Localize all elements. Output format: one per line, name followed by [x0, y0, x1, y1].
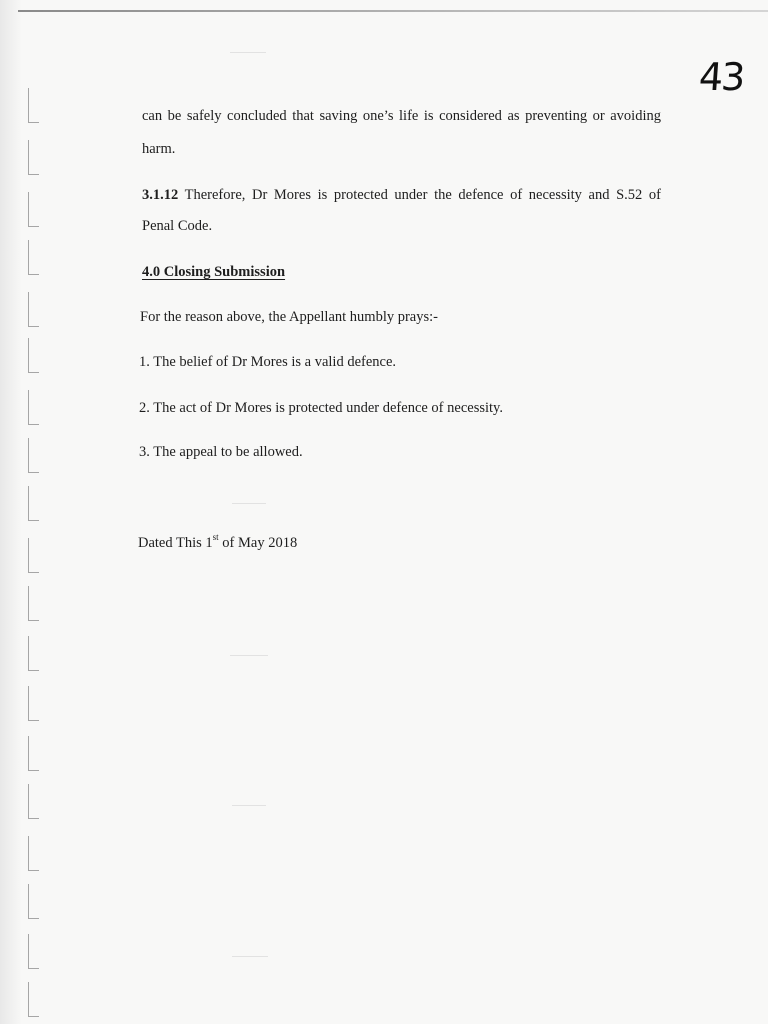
binder-hole-mark [28, 784, 39, 819]
scan-top-border [18, 10, 768, 12]
binder-hole-mark [28, 934, 39, 969]
binder-hole-mark [28, 538, 39, 573]
binder-hole-mark [28, 140, 39, 175]
binder-hole-mark [28, 438, 39, 473]
scan-speckle [232, 956, 268, 957]
paragraph-number: 3.1.12 [142, 187, 179, 203]
binder-hole-mark [28, 586, 39, 621]
paragraph-line: can be safely concluded that saving one’s life is considered as preventing or avoiding [142, 108, 661, 124]
prayer-list-item: 2. The act of Dr Mores is protected under defence of necessity. [139, 400, 503, 416]
binder-hole-mark [28, 192, 39, 227]
binder-hole-mark [28, 686, 39, 721]
binder-hole-mark [28, 88, 39, 123]
prayer-list-item: 3. The appeal to be allowed. [139, 444, 303, 460]
binder-hole-mark [28, 486, 39, 521]
binder-hole-mark [28, 390, 39, 425]
binder-hole-mark [28, 338, 39, 373]
binder-hole-mark [28, 884, 39, 919]
dated-rest: of May 2018 [218, 535, 298, 551]
binder-hole-mark [28, 636, 39, 671]
dated-prefix: Dated This 1 [138, 535, 213, 551]
scan-speckle [232, 805, 266, 806]
paragraph-3-1-12 [142, 188, 661, 203]
section-intro: For the reason above, the Appellant humbly prays:- [140, 309, 438, 325]
scan-left-edge [0, 0, 22, 1024]
binder-hole-mark [28, 982, 39, 1017]
section-heading: 4.0 Closing Submission [142, 264, 286, 280]
ordinal-suffix: st [212, 532, 219, 543]
scan-speckle [230, 52, 266, 53]
binder-hole-mark [28, 736, 39, 771]
binder-hole-mark [28, 836, 39, 871]
handwritten-page-number: 43 [697, 55, 745, 99]
paragraph-text: Therefore, Dr Mores is protected under the defence of necessity and S.52 of [178, 187, 661, 203]
scan-speckle [230, 655, 268, 656]
paragraph-line: harm. [142, 141, 176, 157]
dated-line [138, 532, 298, 551]
scan-speckle [232, 503, 266, 504]
binder-hole-mark [28, 240, 39, 275]
paragraph-line: Penal Code. [142, 218, 213, 234]
prayer-list-item: 1. The belief of Dr Mores is a valid defence. [139, 354, 397, 370]
binder-hole-mark [28, 292, 39, 327]
